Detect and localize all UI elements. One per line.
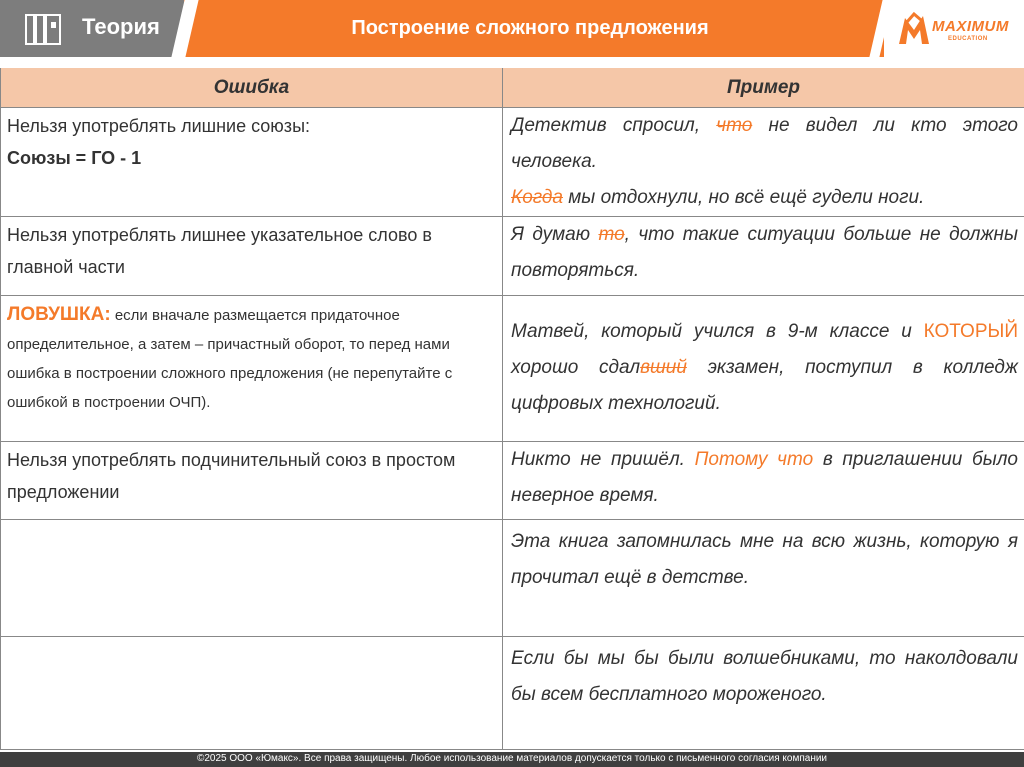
footer-bar xyxy=(0,752,1024,767)
example-text: экзамен, поступил в колледж цифровых технологий. xyxy=(511,357,1018,414)
logo-subtext: EDUCATION xyxy=(948,36,988,42)
error-cell xyxy=(1,637,503,750)
table-row xyxy=(1,108,1024,217)
example-text: в приглашении было неверное время. xyxy=(511,449,1019,506)
trap-label: ЛОВУШКА: xyxy=(7,304,111,325)
struck-word: что xyxy=(716,115,753,136)
error-formula: Союзы = ГО - 1 xyxy=(7,148,142,168)
rules-table xyxy=(0,68,1024,750)
struck-word: вший xyxy=(640,357,687,378)
error-text: Нельзя употреблять лишние союзы: xyxy=(7,116,311,136)
example-sentence xyxy=(511,442,1018,514)
example-text: хорошо сдал xyxy=(511,357,641,378)
table-row xyxy=(1,217,1024,296)
struck-word: то xyxy=(598,224,625,245)
example-sentence xyxy=(511,180,1018,216)
example-sentence: Если бы мы бы были волшебниками, то наколдовали бы всем бесплатного мороженого. xyxy=(511,648,1018,705)
example-sentence xyxy=(511,314,1018,422)
books-icon xyxy=(25,12,67,46)
table-row xyxy=(1,296,1024,442)
highlighted-word: Потому что xyxy=(694,449,814,470)
example-text: Детектив спросил, xyxy=(511,115,717,136)
example-cell xyxy=(503,442,1024,520)
highlighted-word: КОТОРЫЙ xyxy=(923,321,1018,342)
error-cell xyxy=(1,296,503,442)
example-text: не видел ли кто этого человека. xyxy=(511,115,1018,172)
trap-text: если вначале размещается придаточное определительное, а затем – причастный оборот, то перед нами ошибка в построении сложного предложения (не перепутайте с ошибкой в построении ОЧП). xyxy=(7,307,453,411)
error-cell xyxy=(1,217,503,296)
example-cell xyxy=(503,520,1024,637)
error-cell xyxy=(1,108,503,217)
example-text: Матвей, который учился в 9-м классе и xyxy=(511,321,924,342)
header-bar xyxy=(0,0,1024,57)
table-row xyxy=(1,520,1024,637)
example-sentence xyxy=(511,217,1018,289)
error-text: Нельзя употреблять подчинительный союз в простом предложении xyxy=(7,450,456,502)
column-header-error: Ошибка xyxy=(1,68,503,108)
example-cell xyxy=(503,296,1024,442)
example-cell xyxy=(503,217,1024,296)
page-title: Построение сложного предложения xyxy=(351,17,709,39)
maximum-logo-icon xyxy=(895,10,933,48)
example-text: Никто не пришёл. xyxy=(511,449,695,470)
error-cell xyxy=(1,520,503,637)
logo-text: MAXIMUM xyxy=(932,18,1009,35)
table-header-row xyxy=(1,68,1024,108)
error-cell xyxy=(1,442,503,520)
error-text: Нельзя употреблять лишнее указательное слово в главной части xyxy=(7,225,432,277)
section-title: Теория xyxy=(82,14,160,39)
copyright-text: ©2025 ООО «Юмакс». Все права защищены. Любое использование материалов допускается только с письменного согласия компании xyxy=(196,753,828,764)
example-cell xyxy=(503,637,1024,750)
struck-word: Когда xyxy=(511,187,563,208)
column-header-example: Пример xyxy=(503,68,1024,108)
table-row xyxy=(1,637,1024,750)
example-text: Я думаю xyxy=(511,224,599,245)
example-sentence xyxy=(511,108,1018,180)
table-row xyxy=(1,442,1024,520)
example-text: мы отдохнули, но всё ещё гудели ноги. xyxy=(563,187,925,208)
section-badge xyxy=(0,0,184,57)
example-sentence: Эта книга запомнилась мне на всю жизнь, которую я прочитал ещё в детстве. xyxy=(511,531,1018,588)
example-text: , что такие ситуации больше не должны повторяться. xyxy=(511,224,1018,281)
example-cell xyxy=(503,108,1024,217)
